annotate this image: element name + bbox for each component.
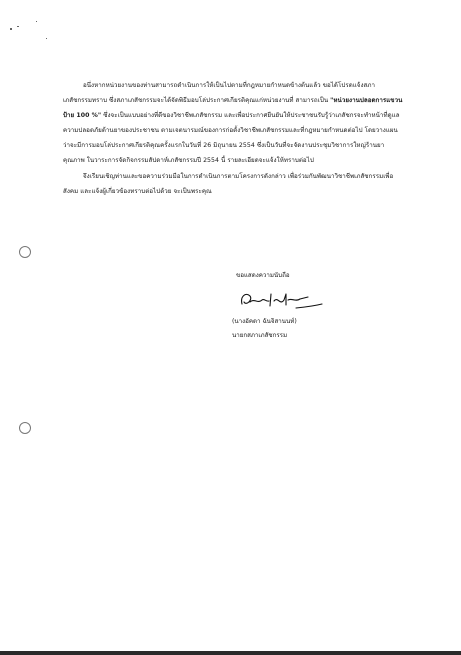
signer-name: (นางอัคดา ฉันจิสานนท์) [232, 318, 297, 325]
scan-speck [10, 28, 12, 30]
paragraph-1 [63, 78, 403, 168]
signer-title: นายกสภาเภสัชกรรม [232, 332, 288, 339]
handwritten-signature [236, 286, 326, 312]
punch-hole-bottom [19, 422, 31, 434]
bottom-edge-rule [0, 651, 461, 655]
paragraph-1-bold-phrase: "หน่วยงานปลอดการแขวนป้าย 100 %" [63, 97, 403, 119]
paragraph-2: จึงเรียนเชิญท่านและขอความร่วมมือในการดำเนินการตามโครงการดังกล่าว เพื่อร่วมกันพัฒนาวิชาชีพเภสัชกรรมเพื่อสังคม และแจ้งผู้เกี่ยวข้องทราบต่อไปด้วย จะเป็นพระคุณ [63, 173, 394, 195]
scan-speck [17, 26, 19, 27]
closing-line: ขอแสดงความนับถือ [236, 272, 290, 279]
scan-speck [36, 21, 37, 22]
punch-hole-top [19, 246, 31, 258]
paragraph-1-text-b: ซึ่งจะเป็นแบบอย่างที่ดีของวิชาชีพเภสัชกรรม และเพื่อประกาศยืนยันให้ประชาชนรับรู้ว่าเภสัชกรจะทำหน้าที่ดูแลความปลอดภัยด้านยาของประชาชน ตามเจตนารมณ์ของการก่อตั้งวิชาชีพเภสัชกรรมและที่กฎหมายกำหนดต่อไป โดยวางแผนว่าจะมีการมอบโล่ประกาศเกียรติคุณครั้งแรกในวันที่ 26 มิถุนายน 2554 ซึ่งเป็นวันที่จะจัดงานประชุมวิชาการใหญ่ร้านยาคุณภาพ ในวาระการจัดกิจกรรมสัปดาห์เภสัชกรรมปี 2554 นี้ รายละเอียดจะแจ้งให้ทราบต่อไป [63, 112, 400, 164]
letter-body [63, 78, 403, 199]
paragraph-1-text-a: อนึ่งหากหน่วยงานของท่านสามารถดำเนินการให้เป็นไปตามที่กฎหมายกำหนดข้างต้นแล้ว ขอได้โปรดแจ้งสภาเภสัชกรรมทราบ ซึ่งสภาเภสัชกรรมจะได้จัดพิธีมอบโล่ประกาศเกียรติคุณแก่หน่วยงานที่ สามารถเป็น [63, 82, 376, 104]
scan-speck [46, 38, 47, 39]
